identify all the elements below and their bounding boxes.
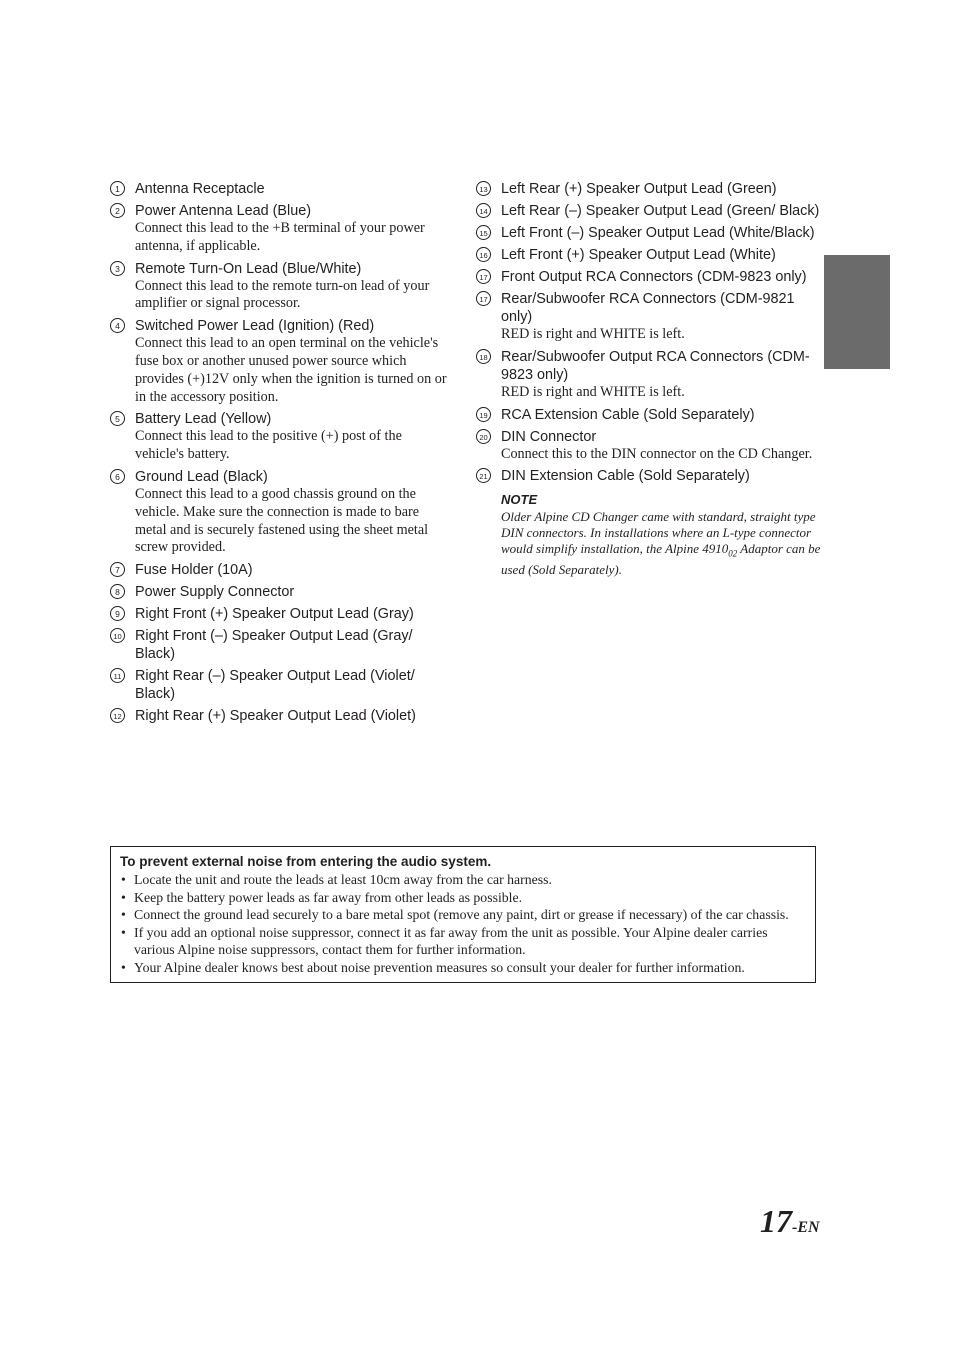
list-item xyxy=(110,627,448,663)
item-heading: Power Supply Connector xyxy=(135,584,295,601)
item-heading: Left Rear (+) Speaker Output Lead (Green) xyxy=(501,181,777,197)
item-number: 14 xyxy=(476,203,491,218)
box-list-text: Locate the unit and route the leads at least 10cm away from the car harness. xyxy=(134,872,552,887)
list-item xyxy=(110,180,448,198)
item-description: Connect this lead to the +B terminal of your power antenna, if applicable. xyxy=(135,220,425,254)
item-number: 5 xyxy=(110,411,125,426)
list-item xyxy=(110,583,448,601)
page-number-suffix: -EN xyxy=(792,1219,820,1236)
list-item xyxy=(476,268,821,286)
note-text-end: Adaptor can be used (Sold Separately). xyxy=(501,541,821,577)
list-item xyxy=(476,467,821,485)
box-list-item xyxy=(120,871,806,889)
box-list-text: Connect the ground lead securely to a bare metal spot (remove any paint, dirt or grease if necessary) of the car chassis. xyxy=(134,907,789,923)
item-heading: Power Antenna Lead (Blue) xyxy=(135,203,312,219)
list-item xyxy=(110,561,448,579)
item-number: 2 xyxy=(110,203,125,218)
list-item xyxy=(110,202,448,256)
item-description: Connect this to the DIN connector on the CD Changer. xyxy=(501,445,813,462)
item-description: Connect this lead to an open terminal on the vehicle's fuse box or another unused power source which provides (+)12V only when the ignition is turned on or in the accessory position. xyxy=(135,335,447,405)
item-heading: Right Rear (–) Speaker Output Lead (Violet/ Black) xyxy=(135,668,415,703)
list-item xyxy=(476,348,821,402)
list-item xyxy=(110,667,448,703)
item-heading: Rear/Subwoofer RCA Connectors (CDM-9821 only) xyxy=(501,291,795,325)
item-number: 6 xyxy=(110,469,125,484)
item-description: RED is right and WHITE is left. xyxy=(501,326,685,342)
item-description: Connect this lead to the remote turn-on lead of your amplifier or signal processor. xyxy=(135,277,430,312)
list-item xyxy=(476,428,821,464)
item-heading: Left Rear (–) Speaker Output Lead (Green/ Black) xyxy=(501,203,820,219)
left-column xyxy=(110,180,448,729)
item-number: 21 xyxy=(476,468,491,483)
item-number: 19 xyxy=(476,407,491,422)
item-heading: Antenna Receptacle xyxy=(135,181,265,197)
item-number: 17 xyxy=(476,291,491,306)
box-list-item xyxy=(120,906,806,924)
section-tab xyxy=(824,255,890,369)
item-number: 7 xyxy=(110,562,125,577)
list-item xyxy=(476,290,821,344)
bullet-icon: • xyxy=(121,872,126,887)
item-heading: DIN Extension Cable (Sold Separately) xyxy=(501,468,750,485)
item-description: Connect this lead to a good chassis ground on the vehicle. Make sure the connection is made to bare metal and is securely fastened using the sheet metal screw provided. xyxy=(135,485,429,556)
item-number: 17 xyxy=(476,269,491,284)
item-heading: Right Front (–) Speaker Output Lead (Gray/ Black) xyxy=(135,628,413,663)
note-text xyxy=(501,509,821,578)
bullet-icon: • xyxy=(121,907,126,923)
item-heading: Front Output RCA Connectors (CDM-9823 only) xyxy=(501,269,807,285)
item-number: 16 xyxy=(476,247,491,262)
item-number: 12 xyxy=(110,708,125,723)
item-description: Connect this lead to the positive (+) post of the vehicle's battery. xyxy=(135,428,402,463)
list-item xyxy=(476,406,821,424)
page-number-value: 17 xyxy=(760,1203,792,1239)
item-heading: Left Front (+) Speaker Output Lead (White) xyxy=(501,247,776,263)
box-list-text: If you add an optional noise suppressor, connect it as far away from the unit as possible. Your Alpine dealer carries various Alpine noise suppressors, contact them for further information. xyxy=(134,924,768,958)
note-subscript: 02 xyxy=(728,548,738,559)
box-list-text: Keep the battery power leads as far away from other leads as possible. xyxy=(134,889,523,905)
bullet-icon: • xyxy=(121,959,126,975)
item-heading: Fuse Holder (10A) xyxy=(135,562,253,579)
list-item xyxy=(110,410,448,464)
item-number: 8 xyxy=(110,584,125,599)
item-heading: Battery Lead (Yellow) xyxy=(135,411,272,428)
item-number: 4 xyxy=(110,318,125,333)
item-number: 11 xyxy=(110,668,125,683)
box-list-item xyxy=(120,924,806,959)
box-title: To prevent external noise from entering the audio system. xyxy=(120,854,492,869)
box-list xyxy=(120,871,806,977)
item-number: 9 xyxy=(110,606,125,621)
list-item xyxy=(110,707,448,725)
list-item xyxy=(476,180,821,198)
item-heading: Ground Lead (Black) xyxy=(135,468,268,485)
bullet-icon: • xyxy=(121,924,126,940)
list-item xyxy=(476,202,821,220)
item-heading: DIN Connector xyxy=(501,428,597,445)
page-number xyxy=(760,1203,820,1240)
list-item xyxy=(110,317,448,406)
note-title: NOTE xyxy=(501,492,538,508)
box-list-item xyxy=(120,959,806,977)
item-heading: Left Front (–) Speaker Output Lead (White/Black) xyxy=(501,225,815,241)
item-heading: Switched Power Lead (Ignition) (Red) xyxy=(135,318,375,335)
list-item xyxy=(110,605,448,623)
box-list-item xyxy=(120,889,806,907)
box-list-text: Your Alpine dealer knows best about noise prevention measures so consult your dealer for further information. xyxy=(134,959,745,975)
item-heading: RCA Extension Cable (Sold Separately) xyxy=(501,406,755,423)
item-number: 10 xyxy=(110,628,125,643)
list-item xyxy=(110,260,448,314)
item-number: 3 xyxy=(110,261,125,276)
note-text-main: Older Alpine CD Changer came with standard, straight type DIN connectors. In installations where an L-type connector would simplify installation, the Alpine 4910 xyxy=(501,509,816,557)
item-description: RED is right and WHITE is left. xyxy=(501,383,685,400)
bullet-icon: • xyxy=(121,889,126,905)
item-number: 20 xyxy=(476,429,491,444)
item-heading: Rear/Subwoofer Output RCA Connectors (CDM-9823 only) xyxy=(501,348,810,383)
item-number: 15 xyxy=(476,225,491,240)
item-number: 1 xyxy=(110,181,125,196)
right-column xyxy=(476,180,821,578)
list-item xyxy=(476,246,821,264)
note-block xyxy=(501,491,821,578)
item-heading: Remote Turn-On Lead (Blue/White) xyxy=(135,260,362,277)
item-number: 13 xyxy=(476,181,491,196)
list-item xyxy=(110,468,448,557)
item-heading: Right Front (+) Speaker Output Lead (Gray) xyxy=(135,606,414,623)
item-number: 18 xyxy=(476,349,491,364)
noise-prevention-box xyxy=(110,846,816,983)
list-item xyxy=(476,224,821,242)
item-heading: Right Rear (+) Speaker Output Lead (Violet) xyxy=(135,708,416,725)
